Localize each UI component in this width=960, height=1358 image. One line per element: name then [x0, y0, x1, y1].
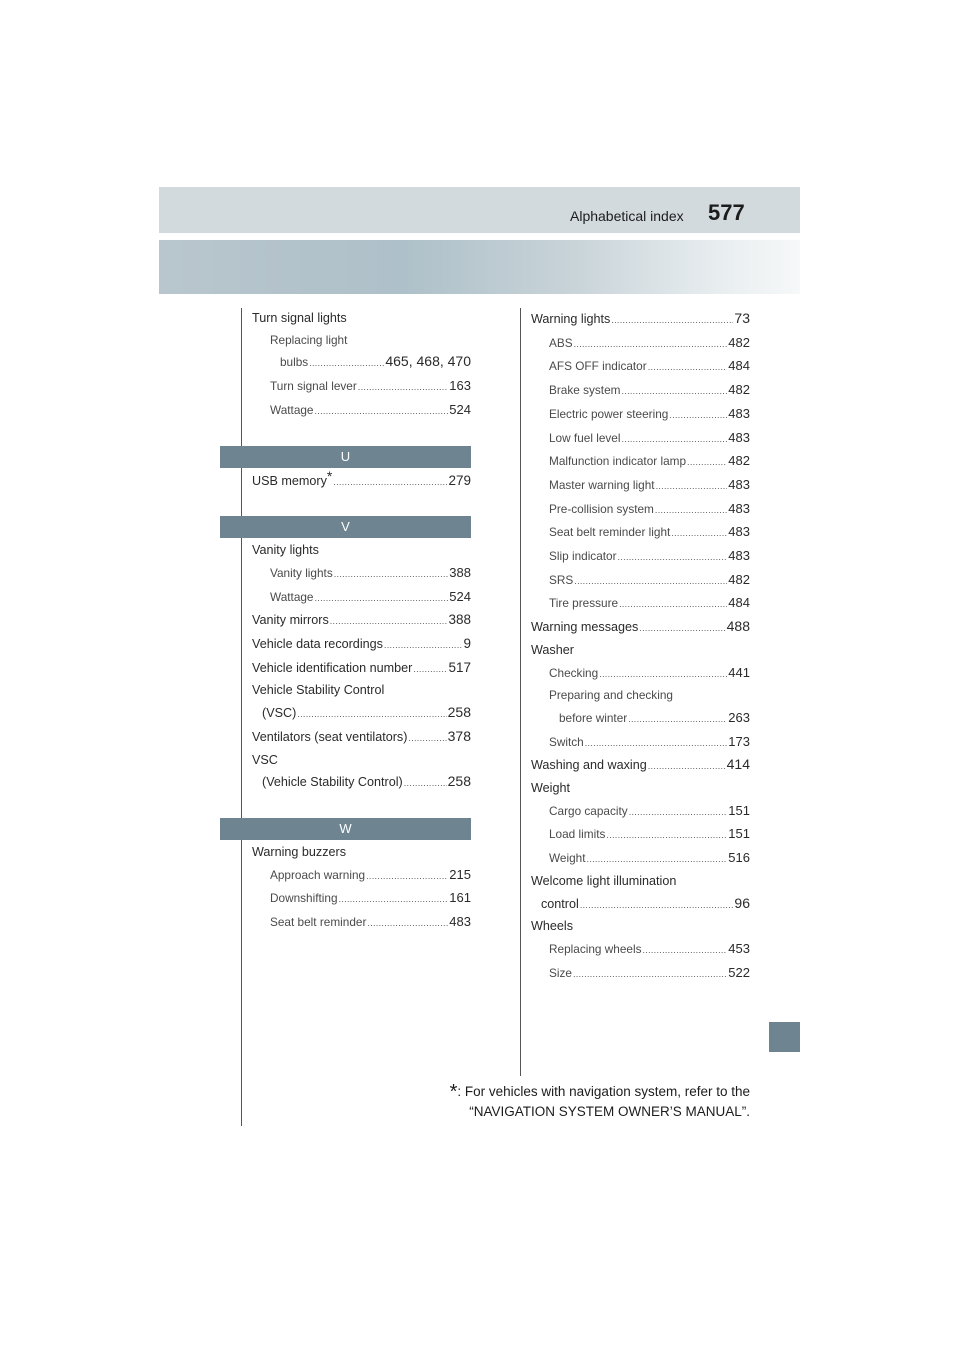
header-bar: [159, 187, 800, 233]
index-entry-vsc: VSC: [252, 752, 278, 767]
index-entry-washer: Washer: [531, 642, 574, 657]
center-column-rule: [520, 308, 521, 1076]
index-subentry-approach-warning[interactable]: Approach warning ..... 215: [252, 864, 471, 888]
index-entry-warning-buzzers: Warning buzzers: [252, 844, 347, 859]
left-column-rule: [241, 308, 242, 1126]
header-gradient-band: [159, 240, 800, 294]
index-subentry-afs-off-indicator[interactable]: AFS OFF indicator ..... 484: [531, 355, 750, 379]
index-entry-ventilators[interactable]: Ventilators (seat ventilators) ..... 378: [252, 726, 471, 750]
index-subentry-before-winter[interactable]: before winter ..... 263: [531, 707, 750, 731]
index-entry-welcome-light-illumination: Welcome light illumination: [531, 873, 677, 888]
index-entry-vehicle-stability-control: Vehicle Stability Control: [252, 683, 385, 698]
section-header-w: W: [220, 818, 471, 840]
footnote: [420, 1082, 750, 1122]
index-entry-usb-memory[interactable]: USB memory* ..... 279: [252, 470, 471, 494]
index-entry-weight: Weight: [531, 781, 570, 796]
index-subentry-srs[interactable]: SRS ..... 482: [531, 569, 750, 593]
index-subentry-malfunction-indicator-lamp[interactable]: Malfunction indicator lamp ..... 482: [531, 450, 750, 474]
index-entry-vanity-lights: Vanity lights: [252, 543, 319, 558]
index-entry-vsc-continuation[interactable]: (VSC) ..... 258: [252, 702, 471, 726]
index-subentry-replacing-wheels[interactable]: Replacing wheels ..... 453: [531, 938, 750, 962]
footnote-marker: *: [326, 467, 333, 484]
index-subentry-slip-indicator[interactable]: Slip indicator ..... 483: [531, 545, 750, 569]
index-subentry-low-fuel-level[interactable]: Low fuel level ..... 483: [531, 427, 750, 451]
index-entry-turn-signal-lights: Turn signal lights: [252, 311, 347, 325]
index-entry-wheels: Wheels: [531, 919, 573, 934]
index-subentry-electric-power-steering[interactable]: Electric power steering ..... 483: [531, 403, 750, 427]
index-column-right: [531, 308, 750, 985]
section-header-v: V: [220, 516, 471, 538]
index-entry-vehicle-identification-number[interactable]: Vehicle identification number ..... 517: [252, 657, 471, 681]
index-entry-welcome-light-control[interactable]: control ..... 96: [531, 893, 750, 917]
index-entry-warning-messages[interactable]: Warning messages ..... 488: [531, 616, 750, 640]
page-number: 577: [708, 200, 745, 225]
index-subentry-abs[interactable]: ABS ..... 482: [531, 332, 750, 356]
index-subentry-seat-belt-reminder[interactable]: Seat belt reminder ..... 483: [252, 911, 471, 935]
index-column-left: [252, 308, 471, 935]
footnote-line-1: : For vehicles with navigation system, refer to the: [457, 1084, 750, 1099]
index-entry-washing-and-waxing[interactable]: Washing and waxing ..... 414: [531, 754, 750, 778]
index-subentry-cargo-capacity[interactable]: Cargo capacity ..... 151: [531, 800, 750, 824]
index-subentry-downshifting[interactable]: Downshifting ..... 161: [252, 887, 471, 911]
index-subentry-checking[interactable]: Checking ..... 441: [531, 662, 750, 686]
index-subentry-vanity-lights[interactable]: Vanity lights ..... 388: [252, 562, 471, 586]
index-entry-vsc-continuation[interactable]: (Vehicle Stability Control) ..... 258: [252, 771, 471, 795]
section-thumb-tab: [769, 1022, 800, 1052]
index-subentry-load-limits[interactable]: Load limits ..... 151: [531, 823, 750, 847]
index-subentry-master-warning-light[interactable]: Master warning light ..... 483: [531, 474, 750, 498]
index-subentry-brake-system[interactable]: Brake system ..... 482: [531, 379, 750, 403]
index-entry-warning-lights[interactable]: Warning lights ..... 73: [531, 308, 750, 332]
index-subentry-bulbs[interactable]: bulbs ..... 465, 468, 470: [252, 351, 471, 375]
index-subentry-turn-signal-lever[interactable]: Turn signal lever ..... 163: [252, 375, 471, 399]
footnote-line-2: “NAVIGATION SYSTEM OWNER’S MANUAL”.: [469, 1104, 750, 1119]
index-subentry-replacing-light: Replacing light: [270, 332, 348, 347]
index-subentry-preparing-and-checking: Preparing and checking: [549, 688, 673, 703]
section-header-u: U: [220, 446, 471, 468]
index-subentry-tire-pressure[interactable]: Tire pressure ..... 484: [531, 592, 750, 616]
header-title: Alphabetical index: [570, 208, 684, 224]
index-subentry-weight[interactable]: Weight ..... 516: [531, 847, 750, 871]
index-subentry-wattage[interactable]: Wattage ..... 524: [252, 399, 471, 423]
index-subentry-switch[interactable]: Switch ..... 173: [531, 731, 750, 755]
index-subentry-size[interactable]: Size ..... 522: [531, 962, 750, 986]
index-entry-vanity-mirrors[interactable]: Vanity mirrors ..... 388: [252, 609, 471, 633]
index-subentry-wattage[interactable]: Wattage ..... 524: [252, 586, 471, 610]
index-subentry-seat-belt-reminder-light[interactable]: Seat belt reminder light ..... 483: [531, 521, 750, 545]
footnote-marker: *: [449, 1081, 458, 1103]
index-entry-vehicle-data-recordings[interactable]: Vehicle data recordings ..... 9: [252, 633, 471, 657]
index-subentry-pre-collision-system[interactable]: Pre-collision system ..... 483: [531, 498, 750, 522]
